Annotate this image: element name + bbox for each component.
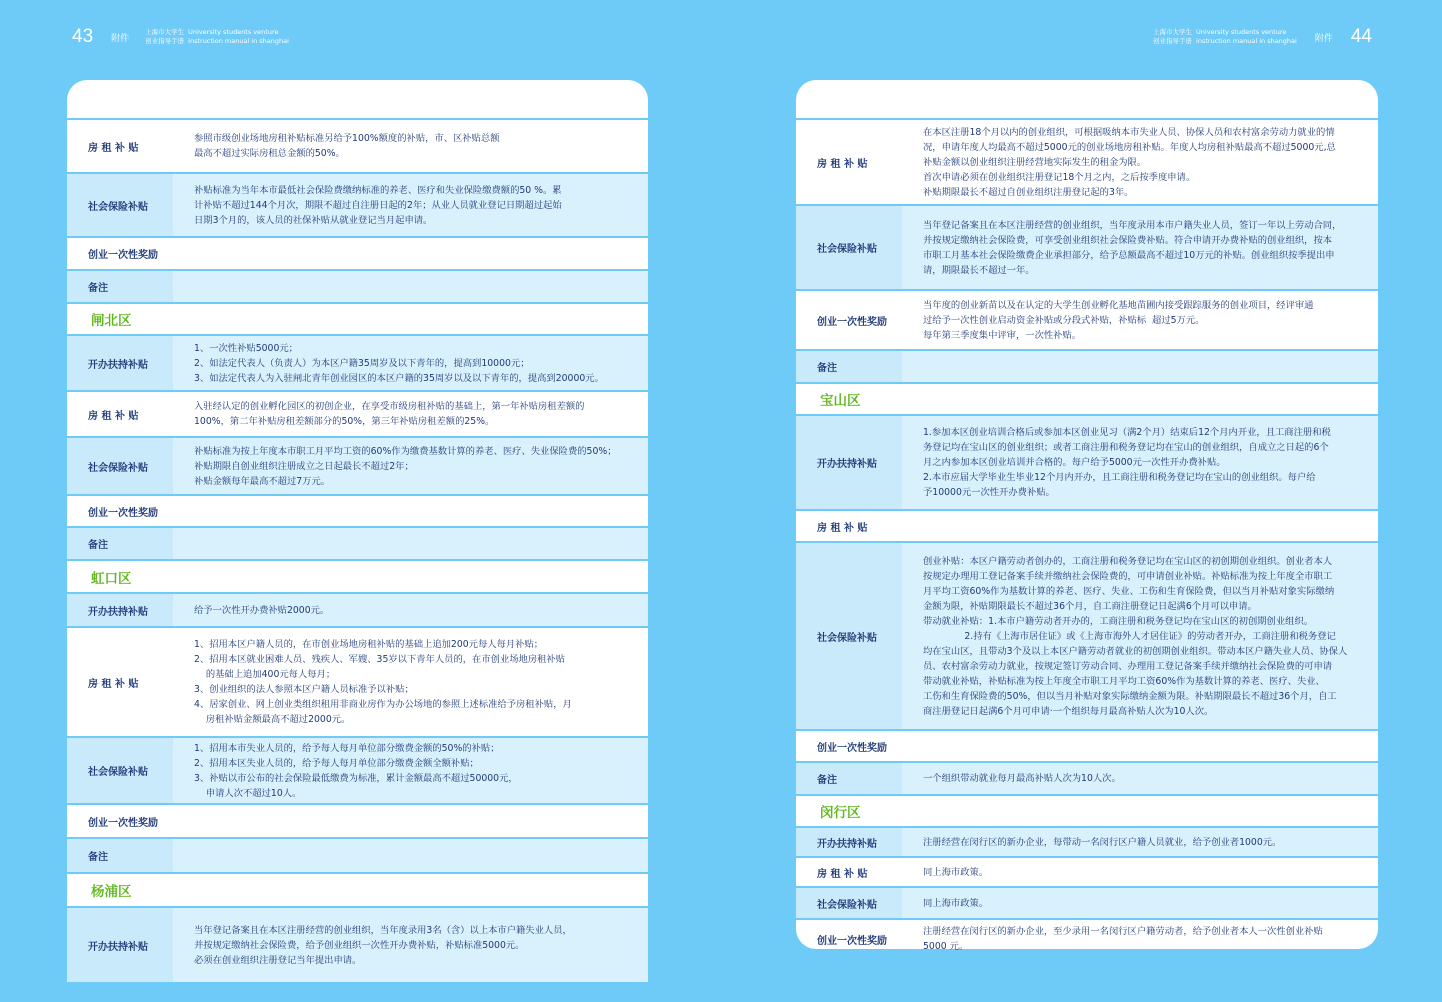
content-line: 一个组织带动就业每月最高补贴人次为10人次。 [923, 773, 1121, 784]
content-line: 2.本市应届大学毕业生毕业12个月内开办，且工商注册和税务登记均在宝山的创业组织。每户给 [923, 472, 1316, 483]
table-row [796, 349, 1378, 382]
content-line: 补贴标准为当年本市最低社会保险费缴纳标准的养老、医疗和失业保险缴费额的50 %。累 [194, 184, 562, 196]
row-content [173, 628, 648, 736]
row-label: 创业一次性奖励 [88, 250, 158, 261]
content-line: 并按规定缴纳社会保险费，可享受创业组织社会保险费补贴。符合申请开办费补贴的创业组织，按本 [923, 234, 1333, 246]
content-line: 予10000元一次性开办费补贴。 [923, 487, 1055, 498]
content-line: 注册经营在闵行区的新办企业，每带动一名闵行区户籍人员就业，给予创业者1000元。 [923, 836, 1282, 848]
content-line: 房租补贴金额最高不超过2000元。 [194, 714, 351, 725]
district-section-header [67, 559, 648, 592]
table-row [67, 626, 648, 736]
content-line: 日期3个月的，该人员的社保补贴从就业登记当月起申请。 [194, 214, 433, 226]
content-line: 4、居家创业、网上创业类组织租用非商业房作为办公场地的参照上述标准给予房租补贴，月 [194, 699, 572, 710]
table-row [67, 390, 648, 436]
district-name: 闸北区 [91, 313, 132, 329]
attachment-label: 附件 [1314, 33, 1333, 44]
row-content [902, 920, 1378, 958]
content-line: 带动就业补贴：1.本市户籍劳动者开办的，工商注册和税务登记均在宝山区的初创期创业组织。 [923, 615, 1314, 627]
row-label: 创业一次性奖励 [817, 935, 887, 947]
district-name: 杨浦区 [91, 884, 132, 900]
row-label: 开办扶持补贴 [796, 828, 902, 856]
row-label: 备注 [796, 351, 902, 382]
district-section-header [67, 872, 648, 906]
table-row [67, 906, 648, 982]
content-line: 最高不超过实际房租总金额的50%。 [194, 148, 345, 159]
district-name: 宝山区 [820, 393, 861, 409]
content-line: 3、补贴以市公布的社会保险最低缴费为标准，累计金额最高不超过50000元， [194, 772, 518, 784]
page-number: 44 [1350, 26, 1372, 47]
row-label: 创业一次性奖励 [88, 507, 158, 519]
content-line: 2.持有《上海市居住证》或《上海市海外人才居住证》的劳动者开办，工商注册和税务登记 [923, 630, 1336, 642]
content-line: 的基础上追加400元每人每月； [194, 669, 336, 680]
row-label: 社会保险补贴 [796, 206, 902, 289]
left-page-header [62, 26, 289, 48]
row-content [902, 888, 1378, 918]
row-content [173, 839, 648, 872]
attachment-label: 附件 [111, 33, 130, 44]
table-row [796, 204, 1378, 289]
row-label: 房 租 补 贴 [88, 142, 139, 154]
content-line: 2、如法定代表人（负责人）为本区户籍35周岁及以下青年的，提高到10000元； [194, 357, 530, 369]
table-row [67, 436, 648, 494]
row-content [173, 174, 648, 236]
table-row [796, 856, 1378, 886]
table-body [67, 118, 648, 982]
content-line: 2、招用本区就业困难人员、残疾人、军嫂、35岁以下青年人员的，在市创业场地房租补贴 [194, 654, 566, 665]
row-content [902, 351, 1378, 382]
content-line: 请，期限最长不超过一年。 [923, 264, 1035, 276]
row-content [902, 858, 1378, 886]
table-body [796, 118, 1378, 958]
row-content [902, 828, 1378, 856]
row-content [902, 543, 1378, 729]
content-line: 参照市级创业场地房租补贴标准另给予100%额度的补贴，市、区补贴总额 [194, 133, 500, 144]
table-row [796, 729, 1378, 761]
content-line: 3、如法定代表人为入驻闸北青年创业园区的本区户籍的35周岁以及以下青年的，提高到20000元。 [194, 372, 604, 384]
manual-title-en: University students venture instruction manual in shanghai [188, 28, 289, 45]
row-content [902, 731, 1378, 761]
table-row [67, 526, 648, 559]
table-row [67, 592, 648, 626]
row-label: 开办扶持补贴 [67, 908, 173, 982]
content-line: 补贴期限自创业组织注册成立之日起最长不超过2年； [194, 460, 414, 472]
row-label: 开办扶持补贴 [67, 594, 173, 626]
row-content [902, 206, 1378, 289]
table-row [796, 918, 1378, 958]
row-label: 社会保险补贴 [67, 738, 173, 803]
content-line: 市职工月基本社会保险缴费企业承担部分，给予总额最高不超过10万元的补贴。创业组织按季提出申 [923, 249, 1335, 261]
table-row [796, 541, 1378, 729]
content-line: 1.参加本区创业培训合格后或参加本区创业见习（满2个月）结束后12个月内开业，且工商注册和税 [923, 427, 1331, 438]
district-section-header [67, 302, 648, 334]
content-line: 月之内参加本区创业培训并合格的。每户给予5000元一次性开办费补贴。 [923, 457, 1226, 468]
manual-title-en: University students venture instruction manual in shanghai [1196, 28, 1297, 45]
district-section-header [796, 794, 1378, 826]
content-line: 首次申请必须在创业组织注册登记18个月之内，之后按季度申请。 [923, 171, 1196, 183]
row-label: 开办扶持补贴 [67, 336, 173, 390]
row-content [173, 805, 648, 837]
row-content [173, 238, 648, 269]
row-content [902, 763, 1378, 794]
row-label: 备注 [67, 839, 173, 872]
content-line: 月平均工资60%作为基数计算的养老、医疗、失业、工伤和生育保险费，但以当月补贴对象实际缴纳 [923, 585, 1335, 597]
row-content [173, 908, 648, 982]
content-line: 3、创业组织的法人参照本区户籍人员标准予以补贴； [194, 684, 414, 695]
row-label: 社会保险补贴 [796, 888, 902, 918]
content-line: 按规定办理用工登记备案手续并缴纳社会保险费的，可申请创业补贴。补贴标准为按上年度全市职工 [923, 570, 1333, 582]
row-label: 房 租 补 贴 [817, 868, 868, 880]
table-row [67, 736, 648, 803]
row-label: 创业一次性奖励 [817, 742, 887, 754]
row-content [902, 511, 1378, 541]
content-line: 1、招用本区户籍人员的，在市创业场地房租补贴的基础上追加200元每人每月补贴； [194, 639, 544, 650]
content-line: 补贴金额每年最高不超过7万元。 [194, 475, 331, 487]
row-content [173, 336, 648, 390]
content-line: 计补贴不超过144个月次，期限不超过自注册日起的2年；从业人员就业登记日期超过起始 [194, 199, 562, 211]
row-label: 备注 [796, 763, 902, 794]
table-row [796, 826, 1378, 856]
row-content [173, 738, 648, 803]
table-row [67, 803, 648, 837]
row-content [902, 291, 1378, 349]
left-page-table [67, 80, 648, 966]
row-label: 创业一次性奖励 [88, 817, 158, 829]
row-content [902, 120, 1378, 204]
row-label: 房 租 补 贴 [817, 158, 868, 170]
content-line: 在本区注册18个月以内的创业组织，可根据吸纳本市失业人员、协保人员和农村富余劳动力就业的情 [923, 126, 1335, 138]
table-row [67, 494, 648, 526]
content-line: 金额为限，补贴期限最长不超过36个月，自工商注册登记日起满6个月可以申请。 [923, 600, 1257, 612]
content-line: 当年登记备案且在本区注册经营的创业组织，当年度录用3名（含）以上本市户籍失业人员， [194, 924, 572, 936]
row-content [902, 416, 1378, 509]
table-row [67, 837, 648, 872]
content-line: 当年登记备案且在本区注册经营的创业组织，当年度录用本市户籍失业人员，签订一年以上劳动合同， [923, 219, 1342, 231]
content-line: 过给予一次性创业启动资金补贴或分段式补贴，补贴标 超过5万元。 [923, 314, 1205, 326]
table-row [796, 118, 1378, 204]
content-line: 并按规定缴纳社会保险费，给予创业组织一次性开办费补贴，补贴标准5000元。 [194, 939, 525, 951]
page-number: 43 [72, 26, 94, 47]
district-name: 虹口区 [91, 570, 132, 587]
content-line: 务登记均在宝山区的创业组织；或者工商注册和税务登记均在宝山的创业组织，自成立之日起的6个 [923, 442, 1329, 453]
content-line: 当年度的创业新苗以及在认定的大学生创业孵化基地苗圃内接受跟踪服务的创业项目，经评审通 [923, 299, 1314, 311]
content-line: 况，申请年度人均最高不超过5000元的创业场地房租补贴。年度人均房租补贴最高不超过5000元,总 [923, 141, 1336, 153]
row-content [173, 528, 648, 559]
row-content [173, 496, 648, 526]
table-row [67, 334, 648, 390]
content-line: 1、一次性补贴5000元； [194, 342, 298, 354]
right-page-header [1153, 26, 1382, 48]
table-row [67, 172, 648, 236]
content-line: 工伤和生育保险费的50%，但以当月补贴对象实际缴纳金额为限。补贴期限最长不超过36个月，自工 [923, 690, 1337, 702]
table-row [796, 886, 1378, 918]
content-line: 补贴标准为按上年度本市职工月平均工资的60%作为缴费基数计算的养老、医疗、失业保险费的50%； [194, 445, 617, 457]
content-line: 员、农村富余劳动力就业，按规定签订劳动合同、办理用工登记备案手续并缴纳社会保险费的可申请 [923, 660, 1333, 672]
row-label: 社会保险补贴 [67, 438, 173, 494]
content-line: 2、招用本区失业人员的，给予每人每月单位部分缴费金额全额补贴； [194, 757, 479, 769]
row-label: 房 租 补 贴 [88, 410, 139, 422]
content-line: 均在宝山区，且带动3个及以上本区户籍劳动者就业的初创期创业组织。带动本区户籍失业人员、协保人 [923, 645, 1348, 657]
row-content [173, 438, 648, 494]
content-line: 同上海市政策。 [923, 866, 989, 878]
content-line: 入驻经认定的创业孵化园区的初创企业，在享受市级房租补贴的基础上，第一年补贴房租差额的 [194, 401, 585, 412]
row-label: 备注 [67, 528, 173, 559]
manual-title-cn: 上海市大学生 创业指导手册 [1153, 28, 1193, 45]
row-label: 房 租 补 贴 [88, 678, 139, 690]
content-line: 带动就业补贴，补贴标准为按上年度全市职工月平均工资60%作为基数计算的养老、医疗、失业、 [923, 675, 1325, 687]
row-label: 社会保险补贴 [796, 543, 902, 729]
content-line: 同上海市政策。 [923, 897, 989, 909]
row-content [173, 271, 648, 302]
row-label: 创业一次性奖励 [817, 316, 887, 328]
row-label: 开办扶持补贴 [796, 416, 902, 509]
row-content [173, 120, 648, 172]
content-line: 申请人次不超过10人。 [194, 787, 302, 799]
row-label: 备注 [67, 271, 173, 302]
content-line: 商注册登记日起满6个月可申请·一个组织每月最高补贴人次为10人次。 [923, 705, 1214, 717]
table-top-spacer [796, 80, 1378, 118]
table-row [67, 269, 648, 302]
content-line: 补贴期限最长不超过自创业组织注册登记起的3年。 [923, 186, 1134, 198]
district-name: 闵行区 [820, 805, 861, 821]
content-line: 每年第三季度集中评审，一次性补贴。 [923, 329, 1082, 341]
content-line: 100%，第二年补贴房租差额部分的50%，第三年补贴房租差额的25%。 [194, 416, 495, 427]
content-line: 给予一次性开办费补贴2000元。 [194, 604, 330, 616]
content-line: 创业补贴：本区户籍劳动者创办的，工商注册和税务登记均在宝山区的初创期创业组织。创业者本人 [923, 555, 1333, 567]
table-row [796, 761, 1378, 794]
content-line: 1、招用本市失业人员的，给予每人每月单位部分缴费金额的50%的补贴； [194, 742, 500, 754]
row-label: 房 租 补 贴 [817, 522, 868, 534]
table-row [796, 509, 1378, 541]
district-section-header [796, 382, 1378, 414]
table-row [796, 289, 1378, 349]
content-line: 补贴金额以创业组织注册经营地实际发生的租金为限。 [923, 156, 1147, 168]
manual-title-cn: 上海市大学生 创业指导手册 [145, 28, 185, 45]
table-top-spacer [67, 80, 648, 118]
right-page-table [796, 80, 1378, 952]
table-row [67, 236, 648, 269]
content-line: 5000 元。 [923, 941, 969, 952]
table-row [796, 414, 1378, 509]
content-line: 注册经营在闵行区的新办企业，至少录用一名闵行区户籍劳动者，给予创业者本人一次性创业补贴 [923, 926, 1323, 937]
content-line: 必须在创业组织注册登记当年提出申请。 [194, 954, 362, 966]
row-content [173, 392, 648, 436]
row-label: 社会保险补贴 [67, 174, 173, 236]
row-content [173, 594, 648, 626]
table-row [67, 118, 648, 172]
